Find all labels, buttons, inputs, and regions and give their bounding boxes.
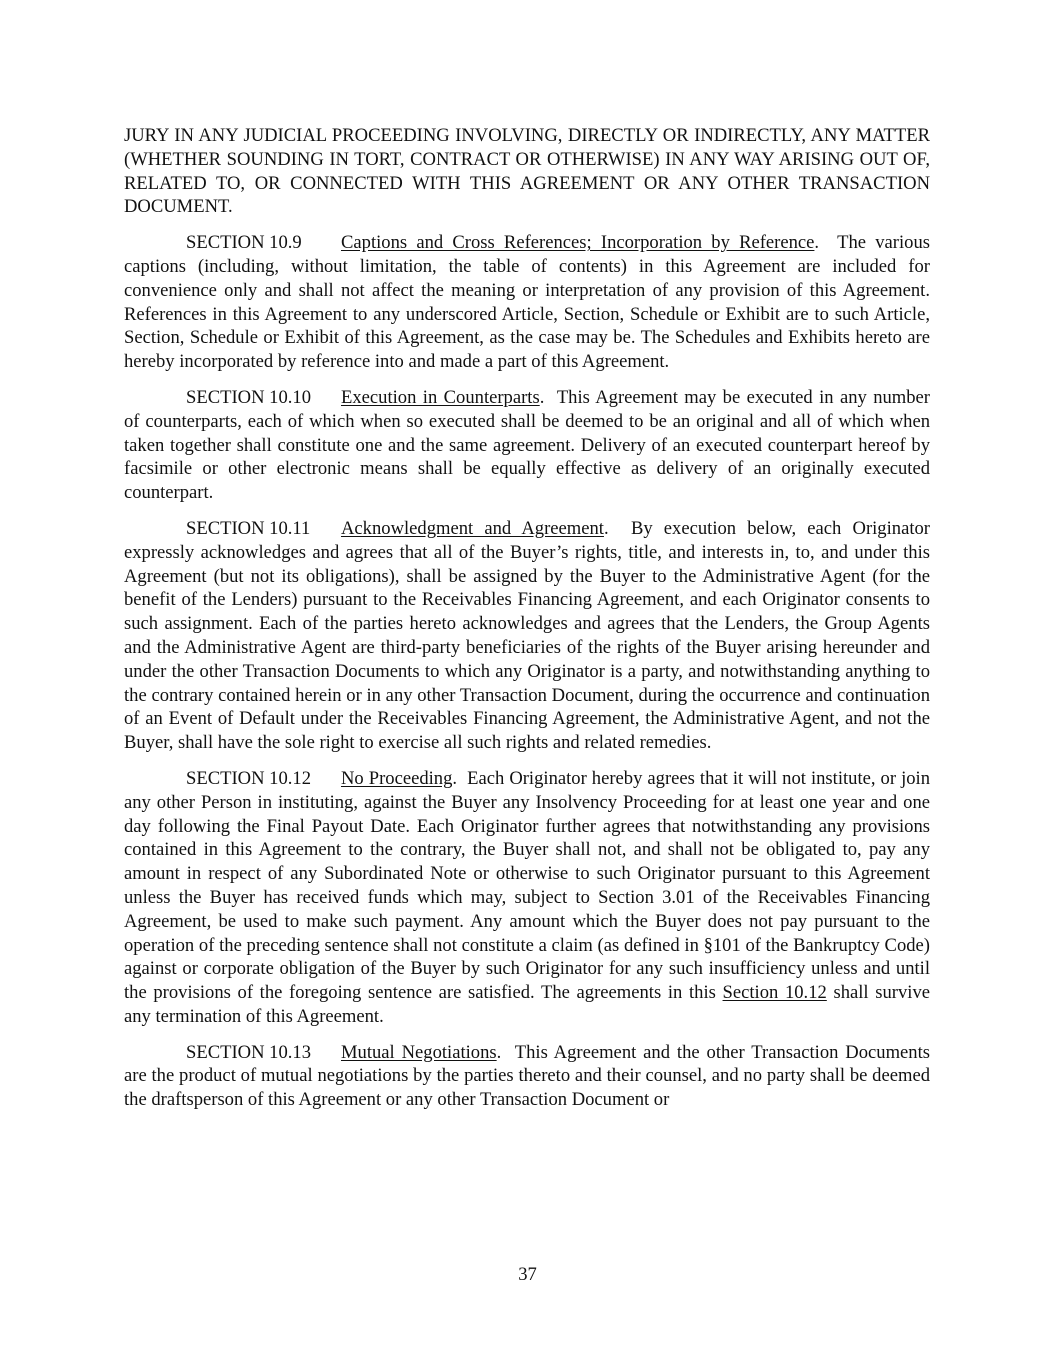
section-heading: No Proceeding xyxy=(341,767,453,789)
section-10-11: SECTION 10.11 Acknowledgment and Agreement. By execution below, each Originator expressly acknowledges and agrees that all of the Buyer’s rights, title, and interests in, to, and under this Agreement (but not its obligations), shall be assigned by the Buyer to the Administrative Agent (for the benefit of the Lenders) pursuant to the Receivables Financing Agreement, and each Originator consents to such assignment. Each of the parties hereto acknowledges and agrees that the Lenders, the Group Agents and the Administrative Agent are third-party beneficiaries of the rights of the Buyer arising hereunder and under the other Transaction Documents to which any Originator is a party, and notwithstanding anything to the contrary contained herein or in any other Transaction Document, during the occurrence and continuation of an Event of Default under the Receivables Financing Agreement, the Administrative Agent, and not the Buyer, shall have the sole right to exercise all such rights and related remedies. xyxy=(124,517,930,754)
section-heading: Mutual Negotiations xyxy=(341,1041,497,1063)
section-10-10: SECTION 10.10 Execution in Counterparts. This Agreement may be executed in any number of counterparts, each of which when so executed shall be deemed to be an original and all of which when taken together shall constitute one and the same agreement. Delivery of an executed counterpart hereof by facsimile or other electronic means shall be equally effective as delivery of an originally executed counterpart. xyxy=(124,386,930,504)
section-10-12: SECTION 10.12 No Proceeding. Each Originator hereby agrees that it will not institute, or join any other Person in instituting, against the Buyer any Insolvency Proceeding for at least one year and one day following the Final Payout Date. Each Originator further agrees that notwithstanding any provisions contained in this Agreement to the contrary, the Buyer shall not, and shall not be obligated to, pay any amount in respect of any Subordinated Note or otherwise to such Originator pursuant to this Agreement unless the Buyer has received funds which may, subject to Section 3.01 of the Receivables Financing Agreement, be used to make such payment. Any amount which the Buyer does not pay pursuant to the operation of the preceding sentence shall not constitute a claim (as defined in §101 of the Bankruptcy Code) against or corporate obligation of the Buyer by such Originator for any such insufficiency unless and until the provisions of the foregoing sentence are satisfied. The agreements in this Section 10.12 shall survive any termination of this Agreement. xyxy=(124,767,931,1027)
continuation-paragraph: JURY IN ANY JUDICIAL PROCEEDING INVOLVING, DIRECTLY OR INDIRECTLY, ANY MATTER (WHETHER SOUNDING IN TORT, CONTRACT OR OTHERWISE) IN ANY WAY ARISING OUT OF, RELATED TO, OR CONNECTED WITH THIS AGREEMENT OR ANY OTHER TRANSACTION DOCUMENT. xyxy=(124,125,930,218)
section-body-end: shall survive any termination of this Agreement. xyxy=(124,982,931,1027)
section-heading: Captions and Cross References; Incorporation by Reference xyxy=(341,232,815,254)
document-page xyxy=(124,124,930,1124)
section-body: By execution below, each Originator expressly acknowledges and agrees that all of the Buyer’s rights, title, and interests in, to, and under this Agreement (but not its obligations), shall be assigned by the Buyer to the Administrative Agent (for the benefit of the Lenders) pursuant to the Receivables Financing Agreement, and each Originator consents to such assignment. Each of the parties hereto acknowledges and agrees that the Lenders, the Group Agents and the Administrative Agent are third-party beneficiaries of the rights of the Buyer arising hereunder and under the other Transaction Documents to which any Originator is a party, and notwithstanding anything to the contrary contained herein or in any other Transaction Document, during the occurrence and continuation of an Event of Default under the Receivables Financing Agreement, the Administrative Agent, and not the Buyer, shall have the sole right to exercise all such rights and related remedies. xyxy=(124,517,930,754)
page-number: 37 xyxy=(518,1264,537,1285)
section-number: SECTION 10.10 xyxy=(186,386,311,408)
section-body: This Agreement may be executed in any number of counterparts, each of which when so executed shall be deemed to be an original and all of which when taken together shall constitute one and the same agreement. Delivery of an executed counterpart hereof by facsimile or other electronic means shall be equally effective as delivery of an originally executed counterpart. xyxy=(124,386,930,504)
section-number: SECTION 10.11 xyxy=(186,517,311,539)
section-body: The various captions (including, without limitation, the table of contents) in this Agreement are included for convenience only and shall not affect the meaning or interpretation of any provision of this Agreement. References in this Agreement to any underscored Article, Section, Schedule or Exhibit are to such Article, Section, Schedule or Exhibit of this Agreement, as the case may be. The Schedules and Exhibits hereto are hereby incorporated by reference into and made a part of this Agreement. xyxy=(124,232,930,373)
section-number: SECTION 10.13 xyxy=(186,1041,311,1063)
section-10-13: SECTION 10.13 Mutual Negotiations. This Agreement and the other Transaction Documents are the product of mutual negotiations by the parties thereto and their counsel, and no party shall be deemed the draftsperson of this Agreement or any other Transaction Document or xyxy=(124,1041,930,1111)
section-body: Each Originator hereby agrees that it will not institute, or join any other Person in instituting, against the Buyer any Insolvency Proceeding for at least one year and one day following the Final Payout Date. Each Originator further agrees that notwithstanding any provisions contained in this Agreement to the contrary, the Buyer shall not, and shall not be obligated to, pay any amount in respect of any Subordinated Note or otherwise to such Originator pursuant to this Agreement unless the Buyer has received funds which may, subject to Section 3.01 of the Receivables Financing Agreement, be used to make such payment. Any amount which the Buyer does not pay pursuant to the operation of the preceding sentence shall not constitute a claim (as defined in §101 of the Bankruptcy Code) against or corporate obligation of the Buyer by such Originator for any such insufficiency unless and until the provisions of the foregoing sentence are satisfied. The agreements in this xyxy=(124,767,930,1004)
section-number: SECTION 10.12 xyxy=(186,767,311,789)
section-cross-reference: Section 10.12 xyxy=(722,982,827,1004)
section-heading: Acknowledgment and Agreement xyxy=(341,517,604,539)
section-body: This Agreement and the other Transaction Documents are the product of mutual negotiations by the parties thereto and their counsel, and no party shall be deemed the draftsperson of this Agreement or any other Transaction Document or xyxy=(124,1041,930,1111)
section-heading: Execution in Counterparts xyxy=(341,386,540,408)
section-10-9: SECTION 10.9 Captions and Cross References; Incorporation by Reference. The various captions (including, without limitation, the table of contents) in this Agreement are included for convenience only and shall not affect the meaning or interpretation of any provision of this Agreement. References in this Agreement to any underscored Article, Section, Schedule or Exhibit are to such Article, Section, Schedule or Exhibit of this Agreement, as the case may be. The Schedules and Exhibits hereto are hereby incorporated by reference into and made a part of this Agreement. xyxy=(124,232,930,373)
section-number: SECTION 10.9 xyxy=(186,232,302,254)
